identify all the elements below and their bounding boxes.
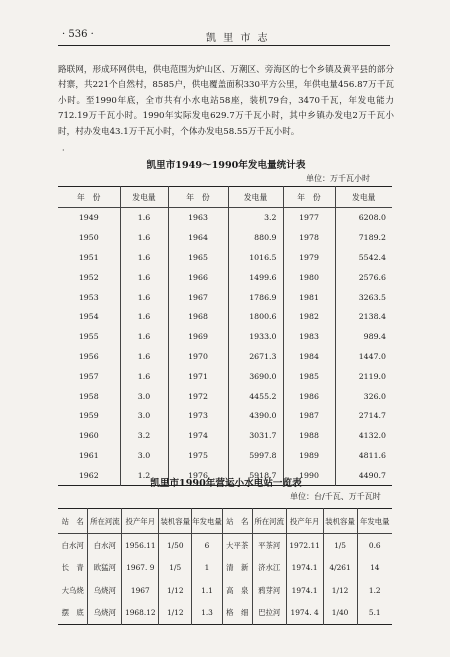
station-name-cell: 摆 底 [58, 602, 88, 625]
capacity-cell: 1/12 [159, 602, 192, 625]
year-cell: 1980 [283, 267, 335, 287]
col-header: 投产年月 [286, 509, 323, 534]
generation-cell: 1.6 [120, 267, 168, 287]
river-cell: 白水河 [88, 534, 122, 557]
col-header: 年 份 [283, 187, 335, 208]
generation-cell: 3263.5 [335, 287, 392, 307]
generation-cell: 3031.7 [228, 426, 283, 446]
year-cell: 1977 [283, 208, 335, 228]
annual-output-cell: 0.6 [357, 534, 392, 557]
table-header-row [58, 509, 392, 534]
commission-date-cell: 1974. 4 [286, 602, 323, 625]
annual-output-cell: 1.2 [357, 579, 392, 602]
commission-date-cell: 1967 [122, 579, 159, 602]
page-header [56, 29, 386, 45]
year-cell: 1975 [168, 446, 228, 466]
station-name-cell: 长 青 [58, 557, 88, 580]
river-cell: 济水江 [252, 557, 286, 580]
annual-output-cell: 5.1 [357, 602, 392, 625]
generation-cell: 1447.0 [335, 347, 392, 367]
annual-output-cell: 1.3 [192, 602, 223, 625]
generation-cell: 4490.7 [335, 465, 392, 485]
col-header: 所在河流 [88, 509, 122, 534]
year-cell: 1963 [168, 208, 228, 228]
generation-cell: 4390.0 [228, 406, 283, 426]
year-cell: 1970 [168, 347, 228, 367]
station-name-cell: 大平茶 [222, 534, 252, 557]
year-cell: 1982 [283, 307, 335, 327]
year-cell: 1950 [58, 228, 120, 248]
year-cell: 1957 [58, 366, 120, 386]
col-header: 装机容量 [159, 509, 192, 534]
table2-body [58, 534, 392, 625]
year-cell: 1953 [58, 287, 120, 307]
year-cell: 1951 [58, 248, 120, 268]
year-cell: 1959 [58, 406, 120, 426]
col-header: 站 名 [222, 509, 252, 534]
capacity-cell: 1/40 [323, 602, 357, 625]
capacity-cell: 1/12 [159, 579, 192, 602]
generation-cell: 3.0 [120, 406, 168, 426]
generation-cell: 1.6 [120, 248, 168, 268]
power-generation-table [58, 186, 392, 486]
capacity-cell: 1/5 [159, 557, 192, 580]
hydro-station-table [58, 508, 392, 625]
table-row [58, 327, 392, 347]
year-cell: 1966 [168, 267, 228, 287]
table-row [58, 267, 392, 287]
generation-cell: 1.6 [120, 366, 168, 386]
table1-title: 凯里市1949～1990年发电量统计表 [146, 160, 306, 171]
station-name-cell: 高 泉 [222, 579, 252, 602]
commission-date-cell: 1968.12 [122, 602, 159, 625]
col-header: 发电量 [120, 187, 168, 208]
year-cell: 1983 [283, 327, 335, 347]
generation-cell: 1933.0 [228, 327, 283, 347]
station-name-cell: 格 细 [222, 602, 252, 625]
year-cell: 1986 [283, 386, 335, 406]
generation-cell: 1.6 [120, 228, 168, 248]
table2-unit: 单位：台/千瓦、万千瓦时 [290, 492, 381, 501]
year-cell: 1981 [283, 287, 335, 307]
col-header: 年 份 [58, 187, 120, 208]
generation-cell: 3.0 [120, 386, 168, 406]
year-cell: 1952 [58, 267, 120, 287]
col-header: 发电量 [228, 187, 283, 208]
generation-cell: 3690.0 [228, 366, 283, 386]
commission-date-cell: 1967. 9 [122, 557, 159, 580]
table-row [58, 347, 392, 367]
generation-cell: 6208.0 [335, 208, 392, 228]
bullet-dot: · [62, 146, 65, 155]
col-header: 年 份 [168, 187, 228, 208]
year-cell: 1973 [168, 406, 228, 426]
table-row [58, 446, 392, 466]
year-cell: 1949 [58, 208, 120, 228]
generation-cell: 5542.4 [335, 248, 392, 268]
river-cell: 乌烧河 [88, 602, 122, 625]
generation-cell: 1786.9 [228, 287, 283, 307]
table-row [58, 228, 392, 248]
generation-cell: 1499.6 [228, 267, 283, 287]
year-cell: 1962 [58, 465, 120, 485]
generation-cell: 1.6 [120, 327, 168, 347]
generation-cell: 1.6 [120, 208, 168, 228]
table-row [58, 426, 392, 446]
table2-title: 凯里市1990年营运小水电站一览表 [150, 478, 302, 489]
capacity-cell: 1/12 [323, 579, 357, 602]
table-header-row [58, 187, 392, 208]
year-cell: 1984 [283, 347, 335, 367]
col-header: 装机容量 [323, 509, 357, 534]
col-header: 发电量 [335, 187, 392, 208]
annual-output-cell: 1.1 [192, 579, 223, 602]
year-cell: 1971 [168, 366, 228, 386]
table-row [58, 307, 392, 327]
year-cell: 1985 [283, 366, 335, 386]
capacity-cell: 1/50 [159, 534, 192, 557]
year-cell: 1974 [168, 426, 228, 446]
col-header: 投产年月 [122, 509, 159, 534]
annual-output-cell: 1 [192, 557, 223, 580]
year-cell: 1978 [283, 228, 335, 248]
generation-cell: 326.0 [335, 386, 392, 406]
year-cell: 1988 [283, 426, 335, 446]
year-cell: 1967 [168, 287, 228, 307]
col-header: 年发电量 [192, 509, 223, 534]
river-cell: 鸦芽河 [252, 579, 286, 602]
table1-unit: 单位：万千瓦小时 [306, 174, 370, 183]
generation-cell: 1016.5 [228, 248, 283, 268]
station-name-cell: 大乌烧 [58, 579, 88, 602]
generation-cell: 2138.4 [335, 307, 392, 327]
generation-cell: 1.2 [120, 465, 168, 485]
generation-cell: 3.2 [228, 208, 283, 228]
year-cell: 1976 [168, 465, 228, 485]
generation-cell: 5918.7 [228, 465, 283, 485]
book-title: 凯 里 市 志 [206, 33, 270, 44]
generation-cell: 2671.3 [228, 347, 283, 367]
table-row [58, 366, 392, 386]
year-cell: 1972 [168, 386, 228, 406]
page-number: · 536 · [62, 29, 94, 40]
capacity-cell: 1/5 [323, 534, 357, 557]
river-cell: 巴拉河 [252, 602, 286, 625]
generation-cell: 4455.2 [228, 386, 283, 406]
annual-output-cell: 14 [357, 557, 392, 580]
commission-date-cell: 1956.11 [122, 534, 159, 557]
river-cell: 平茶河 [252, 534, 286, 557]
year-cell: 1960 [58, 426, 120, 446]
year-cell: 1954 [58, 307, 120, 327]
generation-cell: 4132.0 [335, 426, 392, 446]
body-paragraph [58, 63, 394, 140]
generation-cell: 1.6 [120, 287, 168, 307]
commission-date-cell: 1972.11 [286, 534, 323, 557]
generation-cell: 989.4 [335, 327, 392, 347]
year-cell: 1979 [283, 248, 335, 268]
year-cell: 1987 [283, 406, 335, 426]
station-name-cell: 清 新 [222, 557, 252, 580]
year-cell: 1989 [283, 446, 335, 466]
year-cell: 1990 [283, 465, 335, 485]
commission-date-cell: 1974.1 [286, 557, 323, 580]
table-row [58, 534, 392, 557]
paragraph-text: 路联网，形成环网供电，供电范围为炉山区、万潮区、旁海区的七个乡镇及黄平县的部分村寨，共221个自然村，8585户，供电覆盖面积330平方公里，年供电量456.87万千瓦小时。至1990年底，全市共有小水电站58座，装机79台，3470千瓦，年发电能力712.19万千瓦小时。1990年实际发电629.7万千瓦小时，其中乡镇办发电2万千瓦小时，村办发电43.1万千瓦小时，个体办发电58.55万千瓦小时。 [58, 65, 394, 137]
year-cell: 1968 [168, 307, 228, 327]
table-row [58, 557, 392, 580]
table-row [58, 602, 392, 625]
col-header: 站 名 [58, 509, 88, 534]
table1-body [58, 208, 392, 486]
generation-cell: 1.6 [120, 347, 168, 367]
river-cell: 欧猛河 [88, 557, 122, 580]
station-name-cell: 白水河 [58, 534, 88, 557]
year-cell: 1969 [168, 327, 228, 347]
table-row [58, 386, 392, 406]
year-cell: 1965 [168, 248, 228, 268]
year-cell: 1956 [58, 347, 120, 367]
table-row [58, 248, 392, 268]
table-row [58, 406, 392, 426]
generation-cell: 7189.2 [335, 228, 392, 248]
capacity-cell: 4/261 [323, 557, 357, 580]
table-row [58, 287, 392, 307]
generation-cell: 2576.6 [335, 267, 392, 287]
year-cell: 1964 [168, 228, 228, 248]
generation-cell: 1.6 [120, 307, 168, 327]
generation-cell: 3.2 [120, 426, 168, 446]
river-cell: 乌烧河 [88, 579, 122, 602]
generation-cell: 4811.6 [335, 446, 392, 466]
annual-output-cell: 6 [192, 534, 223, 557]
generation-cell: 2119.0 [335, 366, 392, 386]
generation-cell: 3.0 [120, 446, 168, 466]
commission-date-cell: 1974.1 [286, 579, 323, 602]
year-cell: 1961 [58, 446, 120, 466]
col-header: 所在河流 [252, 509, 286, 534]
table-row [58, 579, 392, 602]
generation-cell: 880.9 [228, 228, 283, 248]
year-cell: 1955 [58, 327, 120, 347]
col-header: 年发电量 [357, 509, 392, 534]
generation-cell: 1800.6 [228, 307, 283, 327]
table-row [58, 208, 392, 228]
year-cell: 1958 [58, 386, 120, 406]
header-rule [58, 45, 390, 46]
generation-cell: 2714.7 [335, 406, 392, 426]
generation-cell: 5997.8 [228, 446, 283, 466]
